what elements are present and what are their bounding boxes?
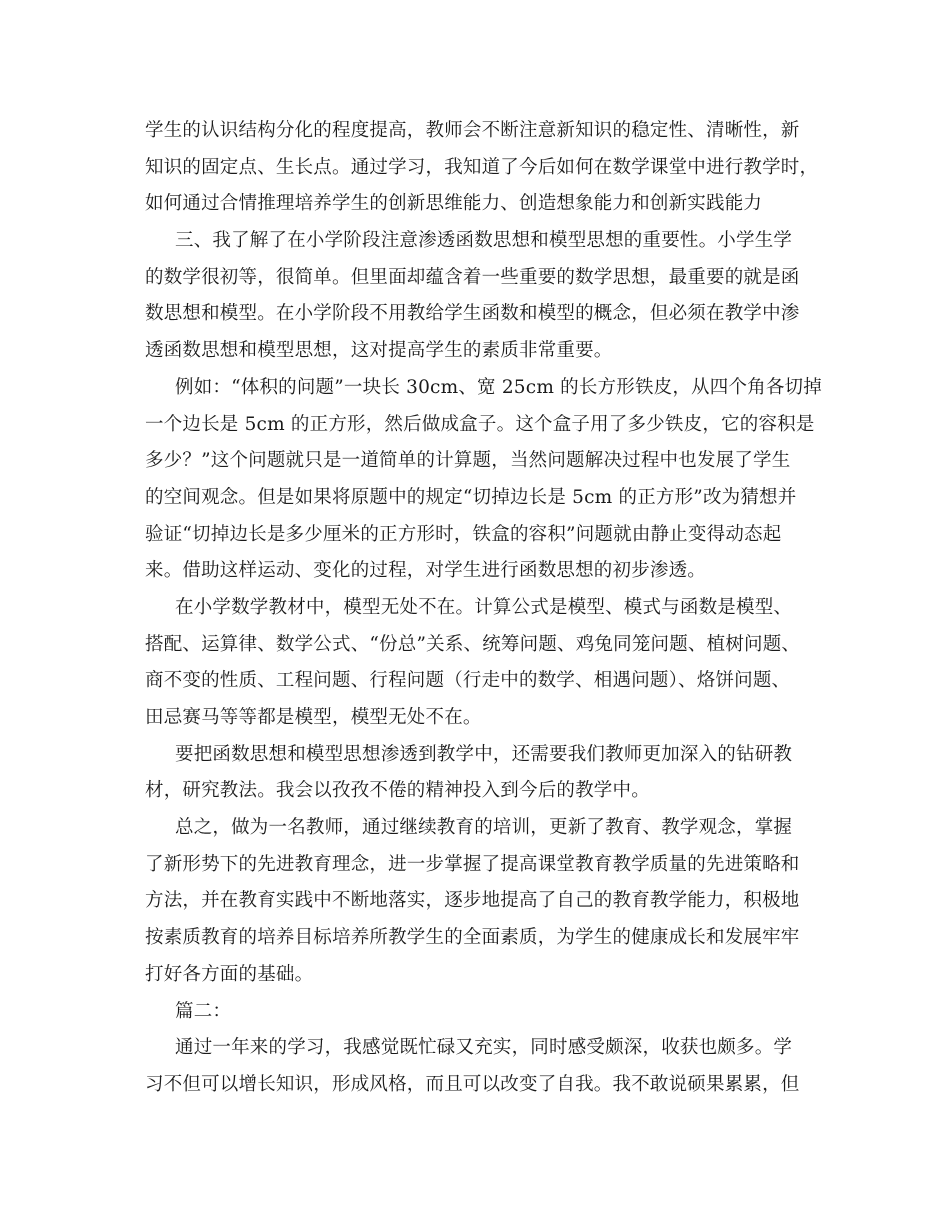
text-line: 方法，并在教育实践中不断地落实，逐步地提高了自己的教育教学能力，积极地 bbox=[145, 890, 800, 912]
text-line: 的数学很初等，很简单。但里面却蕴含着一些重要的数学思想，最重要的就是函 bbox=[145, 266, 800, 288]
paragraph-start-line: 要把函数思想和模型思想渗透到教学中，还需要我们教师更加深入的钻研教 bbox=[175, 743, 793, 765]
text-line: 习不但可以增长知识，形成风格，而且可以改变了自我。我不敢说硕果累累，但 bbox=[145, 1073, 800, 1095]
text-line: 学生的认识结构分化的程度提高，教师会不断注意新知识的稳定性、清晰性，新 bbox=[145, 120, 800, 141]
text-line: 田忌赛马等等都是模型，模型无处不在。 bbox=[145, 707, 482, 728]
section-heading: 篇二： bbox=[175, 1000, 232, 1022]
text-line: 打好各方面的基础。 bbox=[145, 963, 314, 985]
paragraph-start-line: 例如：“体积的问题”一块长 30cm、宽 25cm 的长方形铁皮，从四个角各切掉 bbox=[175, 376, 822, 398]
paragraph-start-line: 三、我了解了在小学阶段注意渗透函数思想和模型思想的重要性。小学生学 bbox=[175, 230, 793, 252]
text-line: 搭配、运算律、数学公式、“份总”关系、统筹问题、鸡兔同笼问题、植树问题、 bbox=[145, 633, 801, 655]
text-line: 如何通过合情推理培养学生的创新思维能力、创造想象能力和创新实践能力 bbox=[145, 193, 763, 215]
text-line: 知识的固定点、生长点。通过学习，我知道了今后如何在数学课堂中进行教学时， bbox=[145, 156, 819, 178]
text-line: 验证“切掉边长是多少厘米的正方形时，铁盒的容积”问题就由静止变得动态起 bbox=[145, 523, 782, 545]
text-line: 数思想和模型。在小学阶段不用教给学生函数和模型的概念，但必须在教学中渗 bbox=[145, 303, 800, 325]
text-line: 了新形势下的先进教育理念，进一步掌握了提高课堂教育教学质量的先进策略和 bbox=[145, 853, 800, 875]
text-line: 的空间观念。但是如果将原题中的规定“切掉边长是 5cm 的正方形”改为猜想并 bbox=[145, 486, 797, 508]
text-line: 商不变的性质、工程问题、行程问题（行走中的数学、相遇问题）、烙饼问题、 bbox=[145, 670, 791, 692]
text-line: 按素质教育的培养目标培养所教学生的全面素质，为学生的健康成长和发展牢牢 bbox=[145, 927, 800, 949]
paragraph-start-line: 总之，做为一名教师，通过继续教育的培训，更新了教育、教学观念，掌握 bbox=[175, 817, 793, 839]
text-line: 材，研究教法。我会以孜孜不倦的精神投入到今后的教学中。 bbox=[145, 780, 650, 802]
text-line: 透函数思想和模型思想，这对提高学生的素质非常重要。 bbox=[145, 340, 613, 362]
text-line: 来。借助这样运动、变化的过程，对学生进行函数思想的初步渗透。 bbox=[145, 560, 707, 582]
text-line: 多少？”这个问题就只是一道简单的计算题，当然问题解决过程中也发展了学生 bbox=[145, 450, 791, 472]
document-body bbox=[145, 113, 822, 1104]
text-line: 一个边长是 5cm 的正方形，然后做成盒子。这个盒子用了多少铁皮，它的容积是 bbox=[145, 413, 815, 435]
paragraph-start-line: 通过一年来的学习，我感觉既忙碌又充实，同时感受颇深，收获也颇多。学 bbox=[175, 1037, 793, 1059]
paragraph-start-line: 在小学数学教材中，模型无处不在。计算公式是模型、模式与函数是模型、 bbox=[175, 596, 793, 618]
